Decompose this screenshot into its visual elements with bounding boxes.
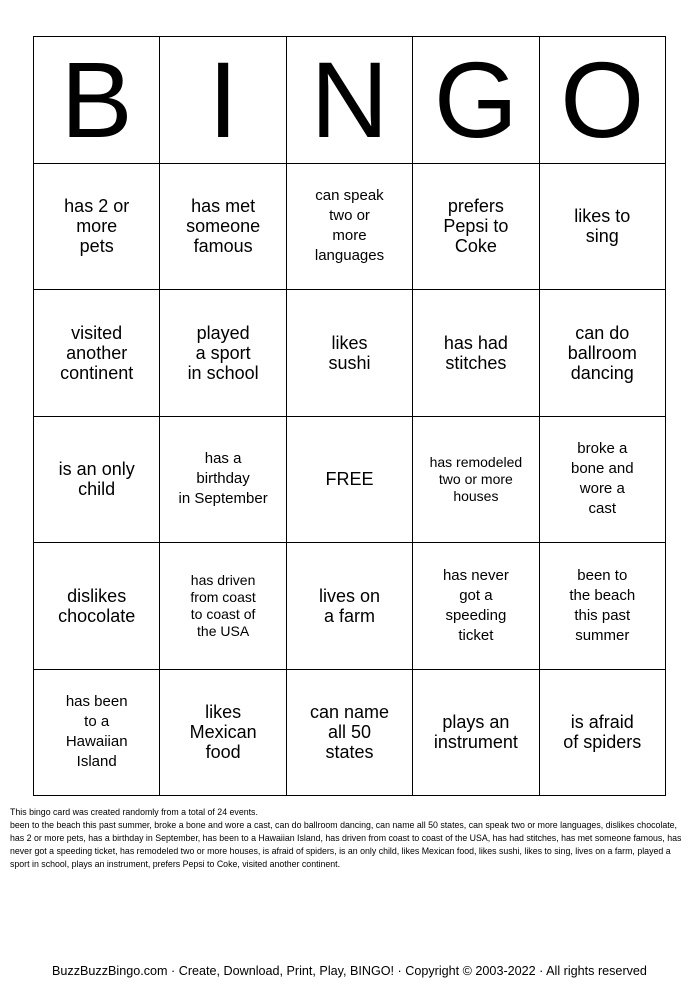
bingo-cell: can do ballroom dancing (540, 290, 666, 417)
header-letter-o: O (540, 37, 666, 164)
free-space-cell: FREE (287, 417, 413, 544)
card-description-summary: This bingo card was created randomly from a total of 24 events. (10, 807, 258, 817)
card-description (10, 806, 690, 871)
bingo-cell: has a birthday in September (160, 417, 286, 544)
bingo-cell: played a sport in school (160, 290, 286, 417)
header-letter-i: I (160, 37, 286, 164)
bingo-cell: likes sushi (287, 290, 413, 417)
bingo-cell: can speak two or more languages (287, 164, 413, 291)
site-credit: BuzzBuzzBingo.com · Create, Download, Print, Play, BINGO! · Copyright © 2003-2022 · All rights reserved (52, 964, 647, 978)
bingo-cell: been to the beach this past summer (540, 543, 666, 670)
bingo-cell: likes to sing (540, 164, 666, 291)
bingo-card (33, 36, 666, 796)
bingo-cell: lives on a farm (287, 543, 413, 670)
bingo-cell: has met someone famous (160, 164, 286, 291)
bingo-cell: visited another continent (34, 290, 160, 417)
bingo-cell: is an only child (34, 417, 160, 544)
bingo-cell: prefers Pepsi to Coke (413, 164, 539, 291)
bingo-cell: likes Mexican food (160, 670, 286, 797)
bingo-cell: has never got a speeding ticket (413, 543, 539, 670)
bingo-cell: has driven from coast to coast of the USA (160, 543, 286, 670)
bingo-cell: broke a bone and wore a cast (540, 417, 666, 544)
card-description-event-list: been to the beach this past summer, broke a bone and wore a cast, can do ballroom dancing, can name all 50 states, can speak two or more languages, dislikes chocolate, has 2 or more pets, has a birthday in September, has been to a Hawaiian Island, has driven from coast to coast of the USA, has had stitches, has met someone famous, has never got a speeding ticket, has remodeled two or more houses, is afraid of spiders, is an only child, likes Mexican food, likes sushi, likes to sing, lives on a farm, played a sport in school, plays an instrument, prefers Pepsi to Coke, visited another continent. (10, 820, 682, 869)
bingo-cell: has 2 or more pets (34, 164, 160, 291)
bingo-cell: dislikes chocolate (34, 543, 160, 670)
bingo-cell: plays an instrument (413, 670, 539, 797)
bingo-cell: has had stitches (413, 290, 539, 417)
bingo-cell: can name all 50 states (287, 670, 413, 797)
header-letter-n: N (287, 37, 413, 164)
header-letter-b: B (34, 37, 160, 164)
bingo-cell: is afraid of spiders (540, 670, 666, 797)
bingo-cell: has been to a Hawaiian Island (34, 670, 160, 797)
header-letter-g: G (413, 37, 539, 164)
bingo-cell: has remodeled two or more houses (413, 417, 539, 544)
